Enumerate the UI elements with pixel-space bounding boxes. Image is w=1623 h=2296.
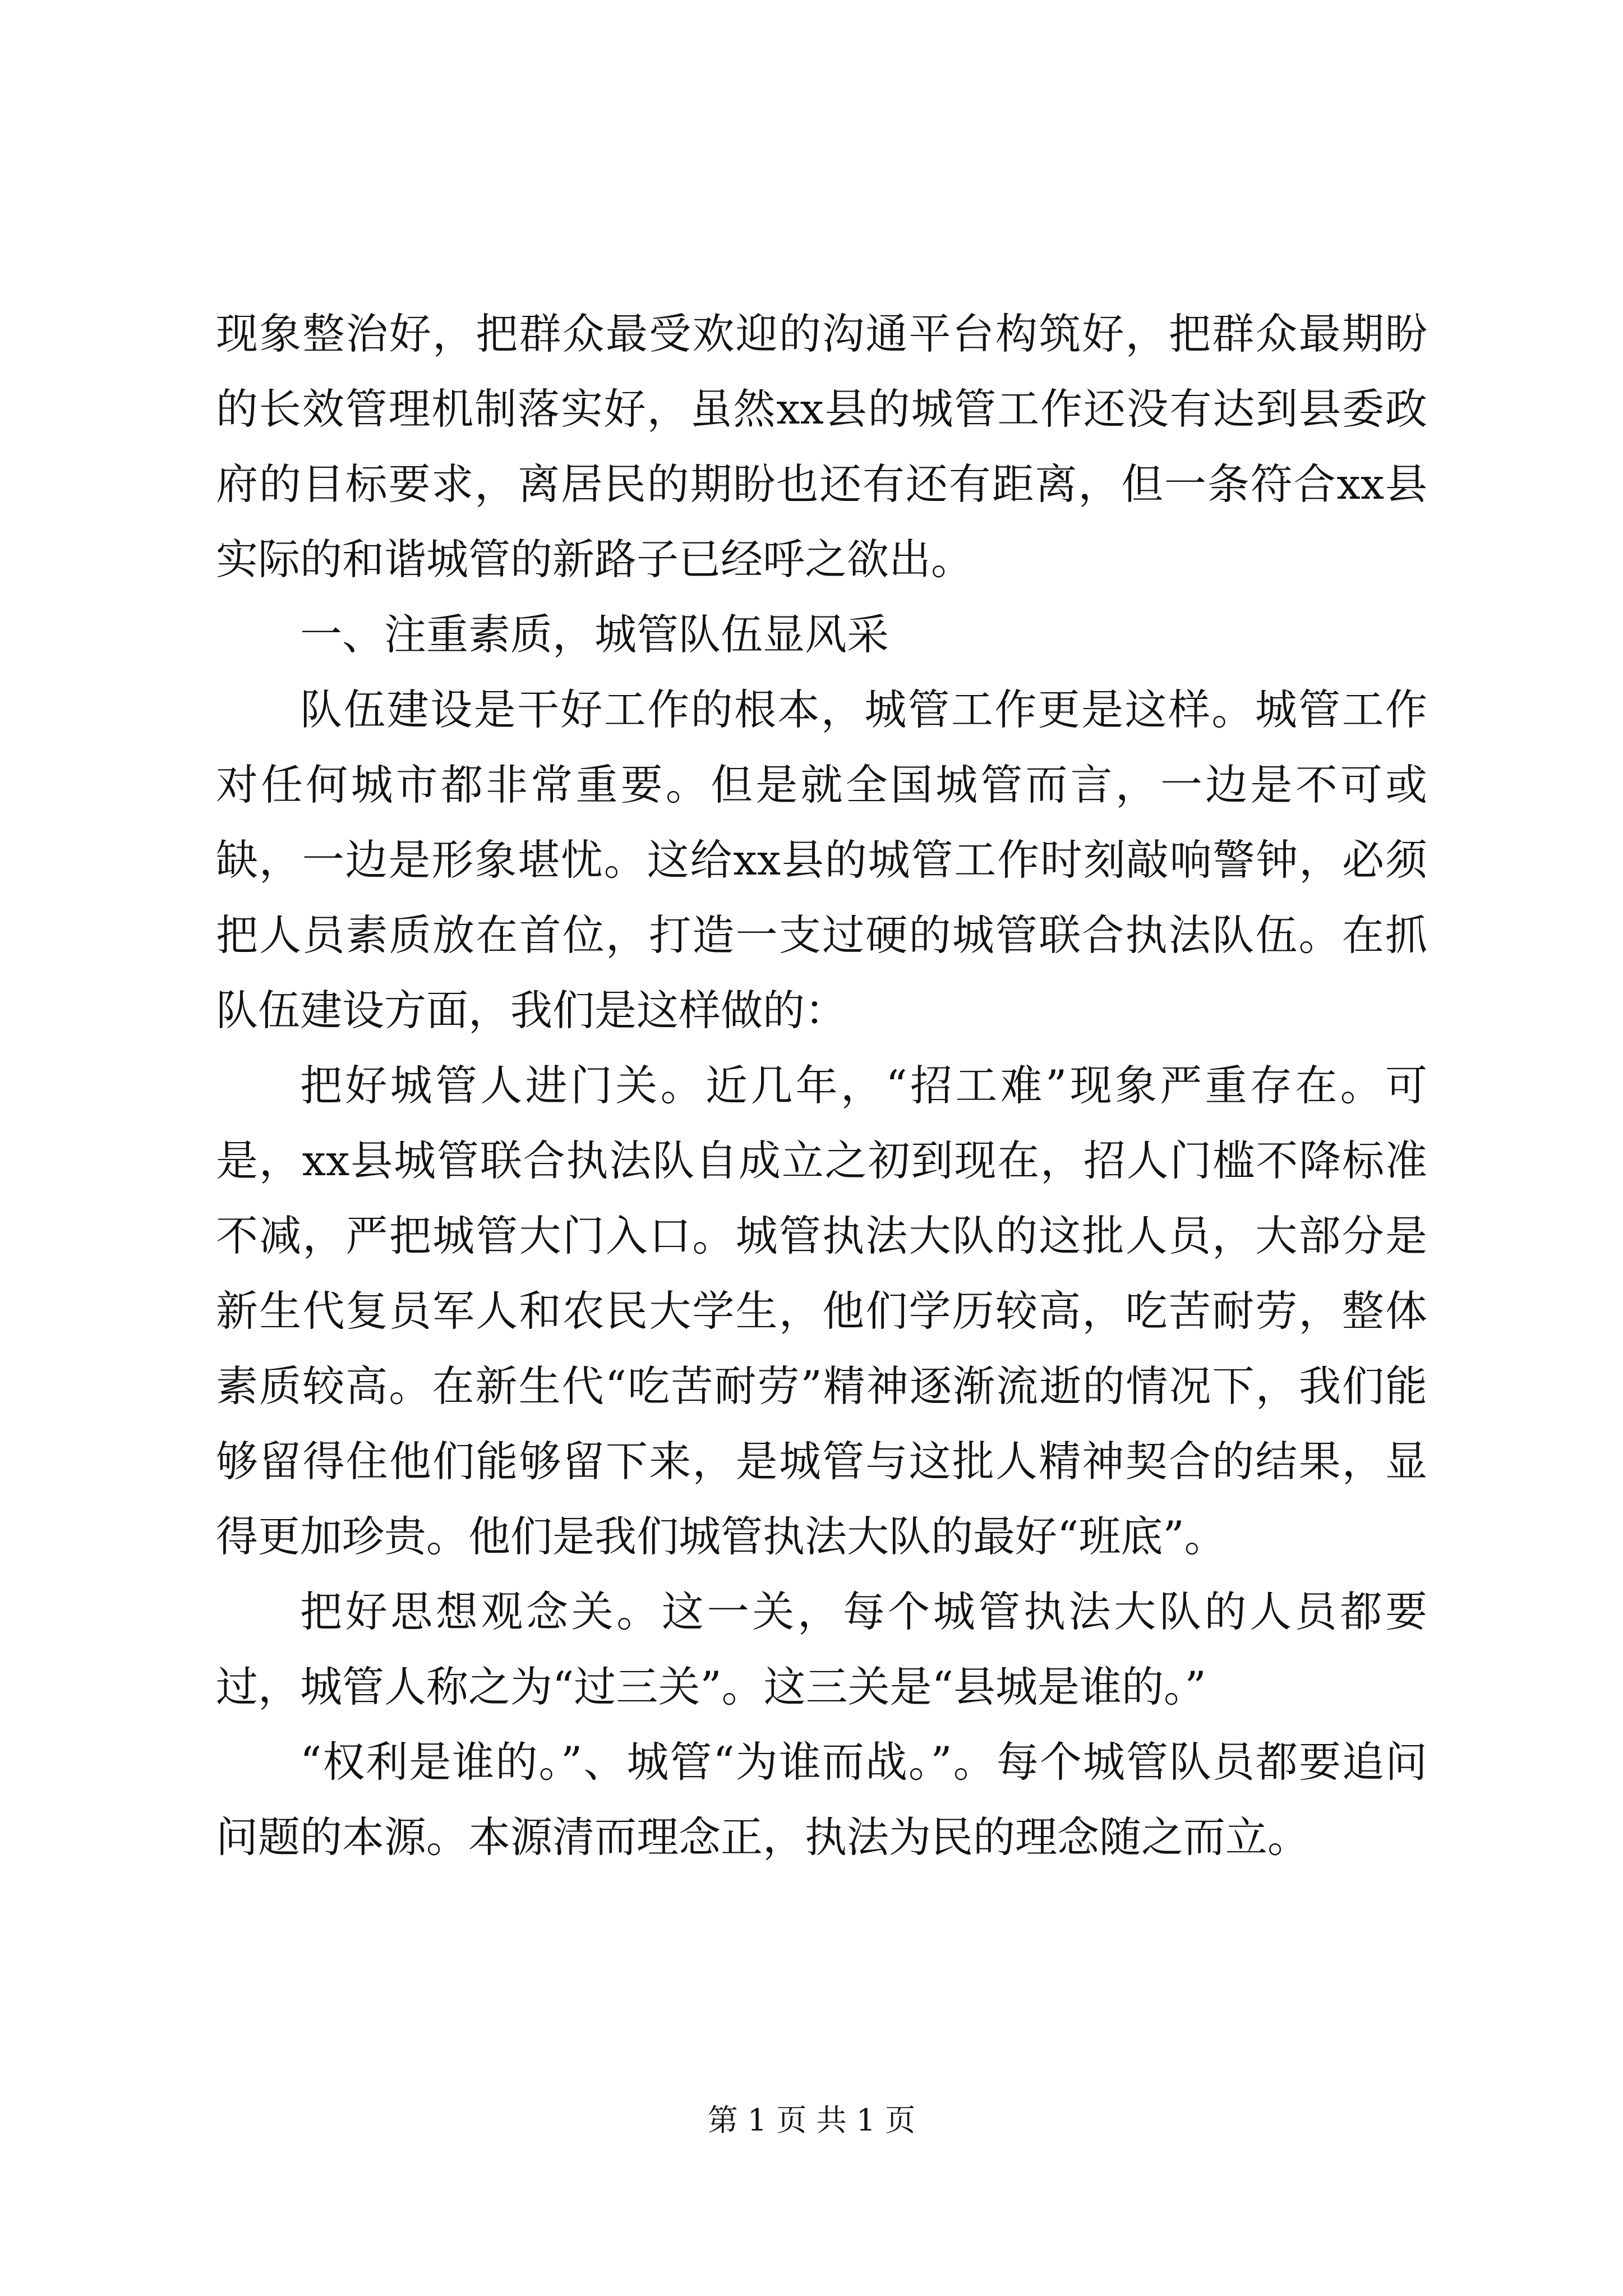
paragraph-2: 队伍建设是干好工作的根本，城管工作更是这样。城管工作对任何城市都非常重要。但是就全国城管而言，一边是不可或缺，一边是形象堪忧。这给xx县的城管工作时刻敲响警钟，必须把人员素质放在首位，打造一支过硬的城管联合执法队伍。在抓队伍建设方面，我们是这样做的： bbox=[216, 685, 1427, 1035]
paragraph-5: “权利是谁的。”、城管“为谁而战。”。每个城管队员都要追问问题的本源。本源清而理念正，执法为民的理念随之而立。 bbox=[216, 1737, 1427, 1862]
paragraph-1: 现象整治好，把群众最受欢迎的沟通平台构筑好，把群众最期盼的长效管理机制落实好，虽然xx县的城管工作还没有达到县委政府的目标要求，离居民的期盼也还有还有距离，但一条符合xx县实际的和谐城管的新路子已经呼之欲出。 bbox=[216, 309, 1427, 584]
paragraph-4: 把好思想观念关。这一关，每个城管执法大队的人员都要过，城管人称之为“过三关”。这三关是“县城是谁的。” bbox=[216, 1587, 1427, 1711]
document-body bbox=[216, 296, 1427, 1875]
page-footer: 第 1 页 共 1 页 bbox=[707, 2102, 916, 2138]
paragraph-3: 把好城管人进门关。近几年，“招工难”现象严重存在。可是，xx县城管联合执法队自成立之初到现在，招人门槛不降标准不减，严把城管大门入口。城管执法大队的这批人员，大部分是新生代复员军人和农民大学生，他们学历较高，吃苦耐劳，整体素质较高。在新生代“吃苦耐劳”精神逐渐流逝的情况下，我们能够留得住他们能够留下来，是城管与这批人精神契合的结果，显得更加珍贵。他们是我们城管执法大队的最好“班底”。 bbox=[216, 1061, 1427, 1561]
section-heading: 一、注重素质，城管队伍显风采 bbox=[300, 610, 889, 659]
